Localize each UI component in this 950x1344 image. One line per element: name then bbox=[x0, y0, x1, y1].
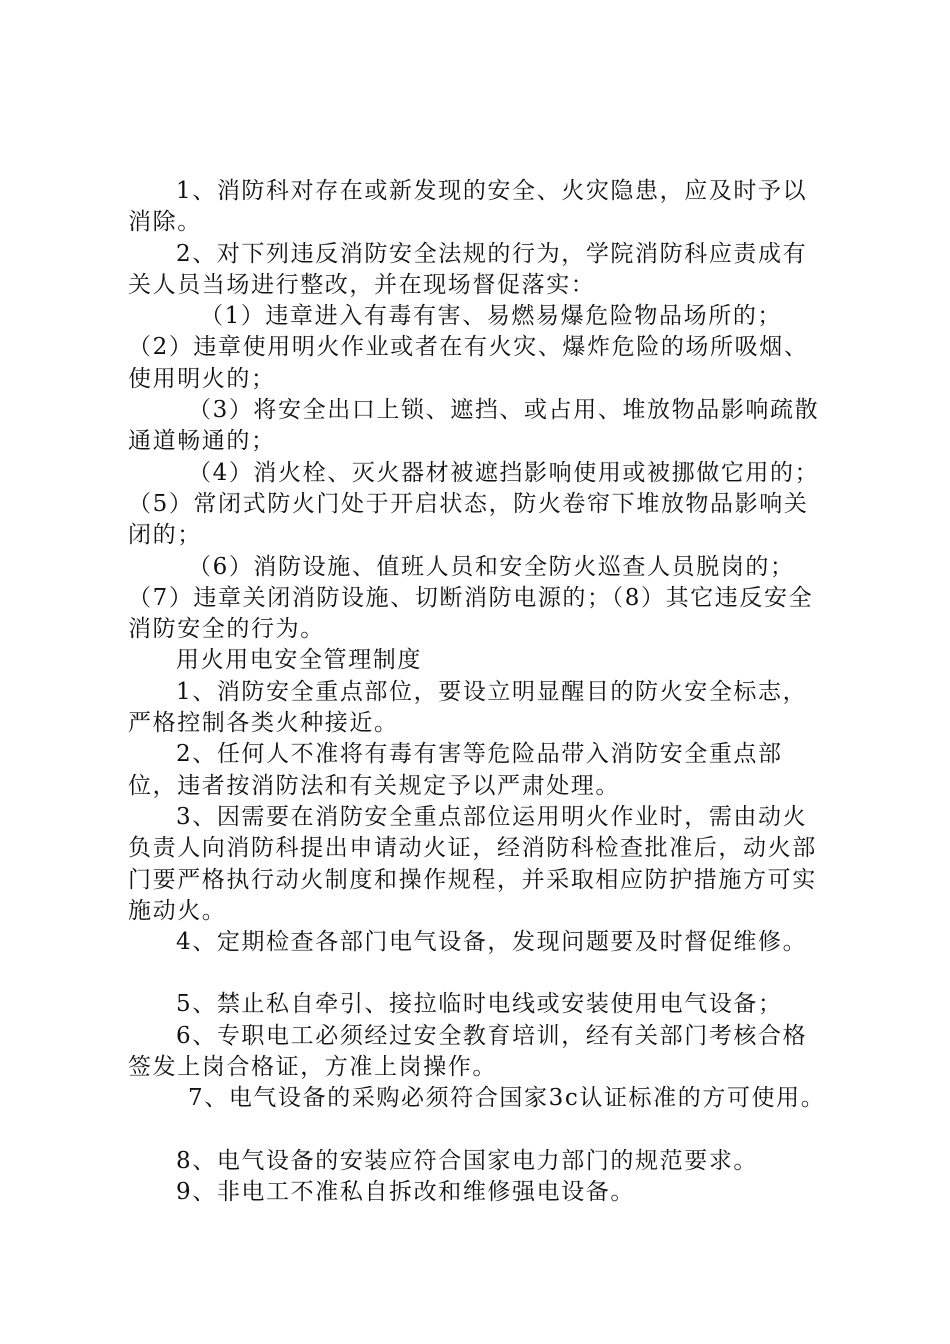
paragraph-violation-5: （5）常闭式防火门处于开启状态，防火卷帘下堆放物品影响关闭的； bbox=[128, 490, 809, 549]
paragraph-violation-3: （3）将安全出口上锁、遮挡、或占用、堆放物品影响疏散通道畅通的； bbox=[128, 397, 820, 455]
paragraph-rule-2: 2、任何人不准将有毒有害等危险品带入消防安全重点部位，违者按消防法和有关规定予以严肃处理。 bbox=[128, 741, 783, 799]
paragraph-rule-8: 8、电气设备的安装应符合国家电力部门的规范要求。 bbox=[176, 1147, 759, 1174]
paragraph-rule-9: 9、非电工不准私自拆改和维修强电设备。 bbox=[176, 1178, 636, 1205]
paragraph-violation-2: （2）违章使用明火作业或者在有火灾、爆炸危险的场所吸烟、使用明火的； bbox=[128, 334, 809, 392]
paragraph-rule-1: 1、消防安全重点部位，要设立明显醒目的防火安全标志，严格控制各类火种接近。 bbox=[128, 678, 808, 737]
document-body bbox=[128, 176, 828, 1208]
paragraph-violation-7-8: （7）违章关闭消防设施、切断消防电源的；（8）其它违反安全消防安全的行为。 bbox=[128, 584, 814, 643]
paragraph-rule-4: 4、定期检查各部门电气设备，发现问题要及时督促维修。 bbox=[176, 929, 808, 956]
paragraph-violation-4: （4）消火栓、灭火器材被遮挡影响使用或被挪做它用的； bbox=[188, 459, 820, 486]
paragraph-rule-3: 3、因需要在消防安全重点部位运用明火作业时，需由动火负责人向消防科提出申请动火证，经消防科检查批准后，动火部门要严格执行动火制度和操作规程，并采取相应防护措施方可实施动火。 bbox=[128, 803, 817, 924]
paragraph-violation-1: （1）违章进入有毒有害、易燃易爆危险物品场所的； bbox=[200, 303, 783, 330]
paragraph-violation-6: （6）消防设施、值班人员和安全防火巡查人员脱岗的； bbox=[188, 553, 795, 580]
paragraph-item-2: 2、对下列违反消防安全法规的行为，学院消防科应责成有关人员当场进行整改，并在现场督促落实： bbox=[128, 240, 808, 298]
paragraph-rule-6: 6、专职电工必须经过安全教育培训，经有关部门考核合格签发上岗合格证，方准上岗操作。 bbox=[128, 1022, 808, 1081]
paragraph-rule-7: 7、电气设备的采购必须符合国家3c认证标准的方可使用。 bbox=[188, 1085, 826, 1112]
paragraph-rule-5: 5、禁止私自牵引、接拉临时电线或安装使用电气设备； bbox=[176, 991, 783, 1018]
paragraph-item-1: 1、消防科对存在或新发现的安全、火灾隐患，应及时予以消除。 bbox=[128, 178, 808, 236]
section-heading: 用火用电安全管理制度 bbox=[176, 647, 422, 674]
